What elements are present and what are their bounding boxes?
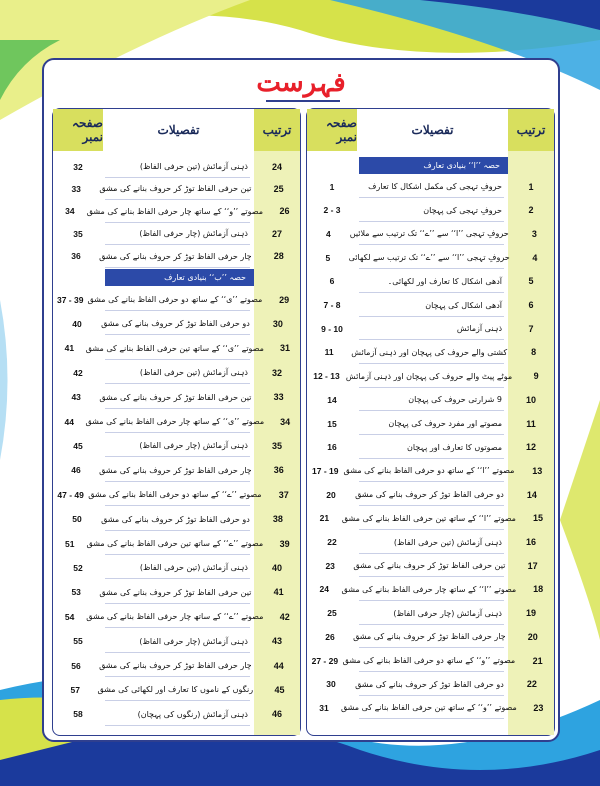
entry-title: مصوتے ’’ی‘‘ کے ساتھ دو حرفی الفاظ بنانے کی مشق: [87, 295, 263, 304]
sequence-number: 44: [273, 660, 284, 671]
sequence-number: 10: [525, 394, 536, 405]
entry-title: مصوتے ’’و‘‘ کے ساتھ تین حرفی الفاظ بنانے کی مشق: [340, 703, 517, 713]
sequence-number: 2: [528, 205, 534, 216]
page-number: 35: [73, 228, 83, 239]
table-row: [53, 678, 300, 701]
table-header: [307, 109, 554, 151]
table-row: [53, 703, 300, 726]
entry-title: 9 شرارتی حروف کی پہچان: [408, 395, 502, 405]
table-row: [53, 459, 300, 482]
table-row: [53, 288, 300, 311]
row-divider: [105, 578, 250, 579]
sequence-number: 12: [525, 442, 536, 453]
page-number: 7 - 8: [323, 300, 341, 310]
page-number: 15: [327, 418, 337, 429]
page-number: 42: [73, 367, 83, 378]
row-divider: [105, 530, 250, 531]
entry-title: ذہنی آزمائش (چار حرفی الفاظ): [139, 229, 248, 239]
page-number: 54: [64, 611, 75, 622]
sequence-number: 31: [279, 343, 290, 354]
entry-title: ذہنی آزمائش (چار حرفی الفاظ): [139, 441, 248, 451]
sequence-number: 11: [526, 418, 536, 429]
page-number: 53: [71, 587, 81, 598]
page-number: 30: [326, 679, 336, 690]
table-row: [307, 459, 554, 482]
row-divider: [105, 554, 250, 555]
entry-title: ذہنی آزمائش (تین حرفی الفاظ): [139, 368, 248, 378]
entry-title: ذہنی آزمائش (تین حرفی الفاظ): [139, 162, 248, 171]
entry-title: حروفِ تہجی کی پہچان: [423, 205, 502, 215]
header-sequence: ترتیب: [262, 123, 292, 137]
row-divider: [105, 725, 250, 726]
table-row: [307, 246, 554, 269]
entry-title: دو حرفی الفاظ توڑ کر حروف بنانے کی مشق: [101, 514, 250, 524]
page-number: 9 - 10: [321, 323, 343, 334]
sequence-number: 15: [532, 513, 543, 524]
row-divider: [105, 505, 250, 506]
entry-title: دو حرفی الفاظ توڑ کر حروف بنانے کی مشق: [355, 490, 504, 500]
table-row: [307, 649, 554, 672]
entry-title: ذہنی آزمائش (چار حرفی الفاظ): [139, 636, 248, 646]
table-row: [53, 630, 300, 653]
row-divider: [105, 603, 250, 604]
entry-title: مصوتے اور مفرد حروف کی پہچان: [388, 419, 502, 428]
contents-table-right: [306, 108, 555, 736]
page-number: 6: [329, 276, 335, 287]
sequence-number: 41: [273, 587, 284, 598]
sequence-number: 45: [274, 684, 285, 695]
table-row: [307, 294, 554, 317]
page-number: 46: [71, 465, 81, 476]
page-number: 55: [73, 636, 83, 647]
table-row: [53, 361, 300, 384]
entry-title: ذہنی آزمائش (چار حرفی الفاظ): [393, 608, 502, 618]
sequence-number: 7: [528, 323, 534, 334]
page-title: فہرست: [256, 68, 346, 98]
table-row: [53, 155, 300, 178]
sequence-number: 42: [279, 611, 290, 622]
page-number: 2 - 3: [323, 205, 341, 216]
entry-title: مصوتے ’’ے‘‘ کے ساتھ چار حرفی الفاظ بنانے کی مشق: [86, 612, 264, 622]
entry-title: ذہنی آزمائش (تین حرفی الفاظ): [139, 563, 248, 573]
entry-title: تین حرفی الفاظ توڑ کر حروف بنانے کی مشق: [99, 184, 252, 194]
sequence-number: 9: [533, 371, 539, 382]
table-row: [307, 412, 554, 435]
page-number: 56: [71, 660, 81, 671]
page-number: 43: [71, 392, 81, 403]
table-row: [53, 386, 300, 409]
entry-title: مصوتے ’’ا‘‘ کے ساتھ دو حرفی الفاظ بنانے کی مشق: [343, 466, 515, 476]
sequence-number: 43: [271, 636, 282, 647]
table-row: [53, 434, 300, 457]
row-divider: [105, 359, 250, 360]
sequence-number: 32: [271, 367, 282, 378]
sequence-number: 26: [279, 206, 290, 217]
sequence-number: 13: [532, 465, 543, 476]
entry-title: ذہنی آزمائش (تین حرفی الفاظ): [393, 537, 502, 547]
sequence-number: 18: [533, 584, 544, 595]
section-label-part-a: حصہ ’’ا‘‘ بنیادی تعارف: [359, 157, 508, 174]
row-divider: [105, 432, 250, 433]
page-number: 23: [325, 560, 335, 571]
entry-title: حروفِ تہجی ’’ا‘‘ سے ’’ے‘‘ تک ترتیب سے لکھائی: [348, 253, 510, 263]
table-row: [307, 554, 554, 577]
row-divider: [105, 652, 250, 653]
page-number: 45: [73, 440, 83, 451]
page-number: 52: [73, 562, 83, 573]
table-row: [307, 365, 554, 388]
table-row: [307, 270, 554, 293]
header-page: صفحہ نمبر: [325, 116, 357, 144]
table-row: [307, 317, 554, 340]
entry-title: تین حرفی الفاظ توڑ کر حروف بنانے کی مشق: [353, 561, 506, 571]
page-number: 17 - 19: [312, 465, 339, 476]
entry-title: چار حرفی الفاظ توڑ کر حروف بنانے کی مشق: [99, 465, 252, 475]
row-divider: [105, 334, 250, 335]
page-number: 32: [73, 161, 83, 172]
entry-title: دو حرفی الفاظ توڑ کر حروف بنانے کی مشق: [101, 319, 250, 329]
page-number: 16: [327, 442, 337, 453]
sequence-number: 24: [271, 161, 282, 172]
page-number: 11: [324, 347, 334, 358]
table-row: [307, 625, 554, 648]
table-row: [53, 581, 300, 604]
entry-title: چار حرفی الفاظ توڑ کر حروف بنانے کی مشق: [99, 661, 252, 670]
row-divider: [105, 383, 250, 384]
sequence-number: 8: [531, 347, 537, 358]
entry-title: مصوتے ’’ی‘‘ کے ساتھ چار حرفی الفاظ بنانے کی مشق: [85, 417, 265, 426]
sequence-number: 28: [273, 251, 284, 262]
sequence-number: 38: [272, 514, 283, 525]
table-row: [53, 200, 300, 223]
table-row: [53, 337, 300, 360]
page-number: 4: [326, 228, 331, 239]
entry-title: حروفِ تہجی کی مکمل اشکال کا تعارف: [368, 182, 502, 191]
entry-title: موٹے پیٹ والے حروف کی پہچان اور ذہنی آزمائش: [345, 371, 513, 381]
row-divider: [105, 267, 250, 268]
entry-title: مصوتے ’’ے‘‘ کے ساتھ تین حرفی الفاظ بنانے کی مشق: [86, 539, 264, 548]
header-page: صفحہ نمبر: [71, 116, 103, 144]
page-number: 21: [319, 513, 330, 524]
entry-title: ذہنی آزمائش (رنگوں کی پہچان): [137, 709, 248, 719]
page-number: 25: [327, 608, 337, 619]
table-row: [53, 312, 300, 335]
table-row: [307, 507, 554, 530]
entry-title: چار حرفی الفاظ توڑ کر حروف بنانے کی مشق: [99, 251, 252, 261]
table-row: [307, 483, 554, 506]
sequence-number: 16: [525, 537, 536, 547]
sequence-number: 40: [271, 562, 282, 573]
page-number: 5: [325, 252, 331, 263]
sequence-number: 33: [273, 392, 284, 403]
table-row: [307, 578, 554, 601]
row-divider: [105, 627, 250, 628]
entry-title: مصوتوں کا تعارف اور پہچان: [406, 442, 502, 452]
table-row: [53, 222, 300, 245]
table-row: [307, 436, 554, 459]
sequence-number: 21: [532, 655, 543, 666]
entry-title: آدھی اشکال کی پہچان: [425, 300, 502, 310]
table-row: [307, 696, 554, 719]
contents-card: [42, 58, 560, 742]
section-label-part-b: حصہ ’’ب‘‘ بنیادی تعارف: [105, 269, 254, 286]
table-row: [53, 508, 300, 531]
page-number: 1: [329, 181, 335, 192]
header-details: تفصیلات: [103, 109, 254, 151]
title-underline: [266, 100, 340, 102]
sequence-number: 1: [528, 181, 534, 192]
page-number: 44: [64, 416, 74, 427]
table-row: [307, 222, 554, 245]
page-number: 58: [73, 709, 83, 720]
header-details: تفصیلات: [357, 109, 508, 151]
sequence-number: 27: [271, 228, 282, 239]
sequence-number: 19: [525, 608, 536, 619]
sequence-number: 23: [533, 702, 544, 713]
table-row: [53, 483, 300, 506]
sequence-number: 25: [273, 183, 284, 194]
table-row: [307, 531, 554, 554]
page-number: 47 - 49: [57, 489, 84, 500]
sequence-number: 5: [528, 276, 534, 287]
page-number: 33: [71, 183, 81, 194]
table-row: [307, 175, 554, 198]
row-divider: [105, 676, 250, 677]
entry-title: رنگوں کے ناموں کا تعارف اور لکھائی کی مشق: [97, 685, 254, 695]
sequence-number: 46: [271, 709, 282, 720]
page-number: 37 - 39: [56, 294, 84, 305]
sequence-number: 3: [531, 228, 537, 239]
sequence-number: 39: [279, 538, 290, 549]
sequence-number: 20: [527, 631, 538, 642]
sequence-number: 35: [271, 440, 282, 451]
sequence-number: 17: [527, 560, 538, 571]
sequence-number: 30: [272, 318, 283, 329]
sequence-number: 14: [526, 489, 537, 500]
row-divider: [105, 456, 250, 457]
entry-title: دو حرفی الفاظ توڑ کر حروف بنانے کی مشق: [355, 679, 504, 689]
sequence-number: 36: [273, 465, 284, 476]
row-divider: [105, 481, 250, 482]
page-number: 24: [319, 584, 329, 595]
table-row: [53, 410, 300, 433]
entry-title: کشتی والے حروف کی پہچان اور ذہنی آزمائش: [351, 347, 508, 357]
table-row: [307, 673, 554, 696]
sequence-number: 4: [532, 252, 538, 263]
page-number: 12 - 13: [313, 371, 340, 382]
sequence-number: 29: [279, 294, 290, 305]
sequence-number: 37: [278, 489, 289, 500]
entry-title: حروفِ تہجی ’’ا‘‘ سے ’’ے‘‘ تک ترتیب سے ملائیں: [349, 229, 509, 239]
table-row: [53, 556, 300, 579]
entry-title: مصوتے ’’و‘‘ کے ساتھ دو حرفی الفاظ بنانے کی مشق: [342, 656, 516, 665]
row-divider: [105, 700, 250, 701]
table-row: [53, 605, 300, 628]
page-number: 20: [326, 489, 336, 500]
sequence-number: 22: [526, 679, 537, 690]
entry-title: آدھی اشکال کا تعارف اور لکھائی۔: [387, 276, 502, 286]
table-header: [53, 109, 300, 151]
entry-title: مصوتے ’’ا‘‘ کے ساتھ تین حرفی الفاظ بنانے کی مشق: [341, 513, 516, 523]
page-number: 22: [327, 537, 337, 547]
page-number: 31: [319, 702, 329, 713]
entry-title: مصوتے ’’ی‘‘ کے ساتھ تین حرفی الفاظ بنانے کی مشق: [85, 343, 264, 353]
page-number: 40: [72, 318, 82, 329]
page-number: 51: [65, 538, 75, 549]
entry-title: مصوتے ’’ا‘‘ کے ساتھ چار حرفی الفاظ بنانے کی مشق: [341, 584, 517, 594]
page-number: 50: [72, 514, 82, 525]
row-divider: [359, 718, 504, 719]
sequence-number: 34: [280, 416, 291, 427]
table-row: [307, 388, 554, 411]
table-row: [53, 532, 300, 555]
row-divider: [105, 408, 250, 409]
entry-title: تین حرفی الفاظ توڑ کر حروف بنانے کی مشق: [99, 392, 252, 402]
page-number: 14: [327, 394, 337, 405]
table-row: [53, 177, 300, 200]
entry-title: تین حرفی الفاظ توڑ کر حروف بنانے کی مشق: [99, 587, 252, 597]
entry-title: ذہنی آزمائش: [456, 324, 502, 334]
sequence-number: 6: [528, 300, 534, 310]
entry-title: مصوتے ’’و‘‘ کے ساتھ چار حرفی الفاظ بنانے کی مشق: [86, 206, 263, 216]
table-row: [307, 199, 554, 222]
contents-table-left: [52, 108, 301, 736]
page-number: 36: [71, 251, 81, 262]
entry-title: مصوتے ’’ے‘‘ کے ساتھ دو حرفی الفاظ بنانے کی مشق: [88, 490, 262, 500]
table-row: [307, 602, 554, 625]
page-number: 27 - 29: [311, 655, 339, 666]
table-row: [53, 245, 300, 268]
header-sequence: ترتیب: [516, 123, 546, 137]
table-row: [307, 341, 554, 364]
entry-title: چار حرفی الفاظ توڑ کر حروف بنانے کی مشق: [353, 632, 506, 642]
page-number: 26: [325, 631, 335, 642]
page-number: 57: [70, 684, 80, 695]
table-row: [53, 654, 300, 677]
row-divider: [105, 310, 250, 311]
page-number: 41: [64, 343, 75, 354]
page-number: 34: [65, 206, 75, 217]
